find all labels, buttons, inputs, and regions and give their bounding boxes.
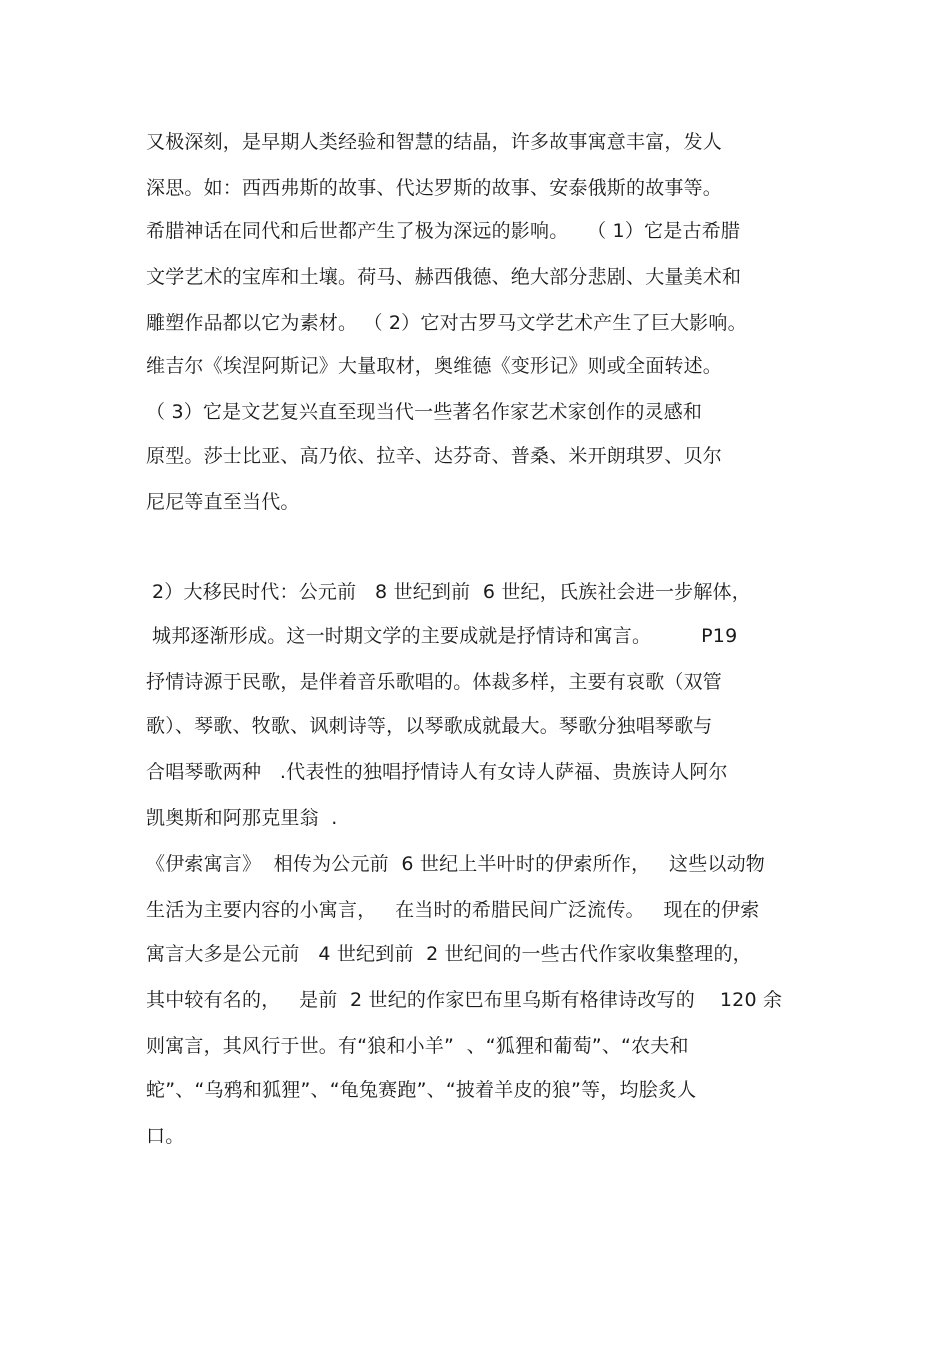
text-line: 合唱琴歌两种 .代表性的独唱抒情诗人有女诗人萨福、贵族诗人阿尔 bbox=[146, 761, 728, 783]
text-line: 抒情诗源于民歌，是伴着音乐歌唱的。体裁多样，主要有哀歌（双管 bbox=[146, 671, 723, 693]
text-line: 城邦逐渐形成。这一时期文学的主要成就是抒情诗和寓言。 P19 bbox=[152, 625, 738, 647]
text-line: 生活为主要内容的小寓言， 在当时的希腊民间广泛流传。 现在的伊索 bbox=[146, 899, 760, 921]
text-line: 雕塑作品都以它为素材。 （ 2）它对古罗马文学艺术产生了巨大影响。 bbox=[146, 312, 747, 334]
text-line: 则寓言，其风行于世。有“狼和小羊” 、“狐狸和葡萄”、“农夫和 bbox=[146, 1035, 689, 1057]
text-line: 深思。如：西西弗斯的故事、代达罗斯的故事、安泰俄斯的故事等。 bbox=[146, 177, 723, 199]
text-line: 其中较有名的， 是前 2 世纪的作家巴布里乌斯有格律诗改写的 120 余 bbox=[146, 989, 783, 1011]
text-line: 又极深刻，是早期人类经验和智慧的结晶，许多故事寓意丰富，发人 bbox=[146, 131, 723, 153]
text-line: 口。 bbox=[146, 1125, 185, 1147]
text-line: （ 3）它是文艺复兴直至现当代一些著名作家艺术家创作的灵感和 bbox=[146, 401, 703, 423]
text-line: 2）大移民时代：公元前 8 世纪到前 6 世纪，氏族社会进一步解体， bbox=[152, 581, 751, 603]
text-line: 文学艺术的宝库和土壤。荷马、赫西俄德、绝大部分悲剧、大量美术和 bbox=[146, 266, 742, 288]
text-line: 原型。莎士比亚、高乃依、拉辛、达芬奇、普桑、米开朗琪罗、贝尔 bbox=[146, 445, 723, 467]
text-line: 蛇”、“乌鸦和狐狸”、“龟兔赛跑”、“披着羊皮的狼”等，均脍炙人 bbox=[146, 1079, 697, 1101]
text-line: 尼尼等直至当代。 bbox=[146, 491, 300, 513]
text-line: 歌）、琴歌、牧歌、讽刺诗等，以琴歌成就最大。琴歌分独唱琴歌与 bbox=[146, 715, 713, 737]
text-line: 希腊神话在同代和后世都产生了极为深远的影响。 （ 1）它是古希腊 bbox=[146, 220, 741, 242]
text-line: 寓言大多是公元前 4 世纪到前 2 世纪间的一些古代作家收集整理的， bbox=[146, 943, 752, 965]
text-line: 维吉尔《埃涅阿斯记》大量取材，奥维德《变形记》则或全面转述。 bbox=[146, 355, 723, 377]
text-line: 《伊索寓言》 相传为公元前 6 世纪上半叶时的伊索所作， 这些以动物 bbox=[146, 853, 766, 875]
text-line: 凯奥斯和阿那克里翁 . bbox=[146, 807, 338, 829]
